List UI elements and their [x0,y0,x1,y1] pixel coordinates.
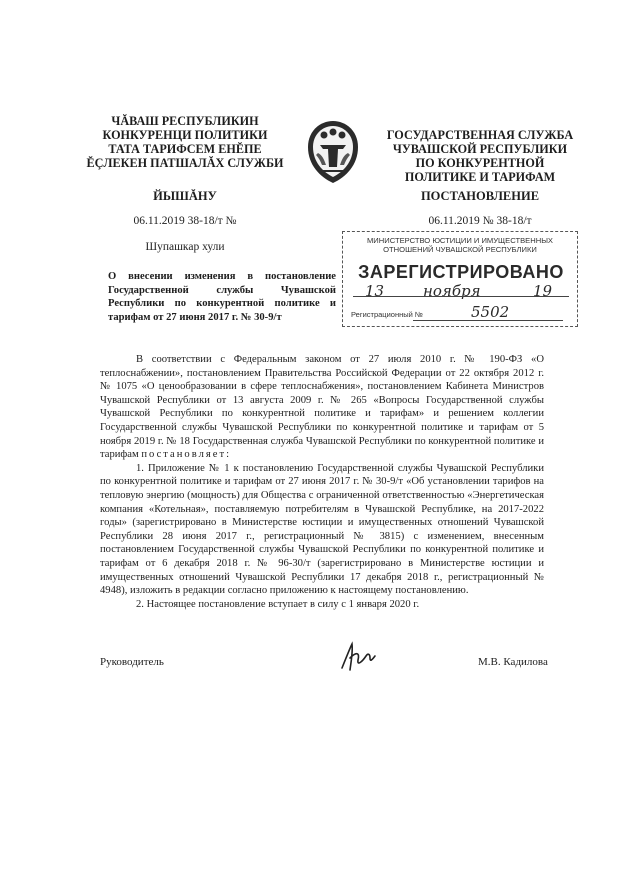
stamp-date-line [353,296,569,297]
stamp-ministry-line: МИНИСТЕРСТВО ЮСТИЦИИ И ИМУЩЕСТВЕННЫХ [366,236,553,245]
header-right-agency-name [370,128,590,184]
handwritten-signature-icon [338,640,378,674]
stamp-ministry [347,236,573,254]
header-right-line: ПОЛИТИКЕ И ТАРИФАМ [404,170,556,184]
header-left-agency-name [80,114,290,170]
document-subject: О внесении изменения в постановление Государственной службы Чувашской Республики по конкурентной политике и тарифам от 27 июня 2017 г. № 30-9/т [108,271,336,323]
header-left-date: 06.11.2019 38-18/т № [133,215,237,227]
header-left-line: ЧĂВАШ РЕСПУБЛИКИН [111,114,259,128]
document-body [100,353,544,611]
chuvash-emblem-icon [304,119,362,185]
stamp-reg-number: 5502 [471,303,510,321]
header-left-line: КОНКУРЕНЦИ ПОЛИТИКИ [102,128,268,142]
header-left-city: Шупашкар хули [145,241,225,253]
signature-name: М.В. Кадилова [478,656,548,668]
header-left-line: ĔÇЛЕКЕН ПАТШАЛĂХ СЛУЖБИ [86,156,284,170]
stamp-reg-line [413,320,563,321]
body-item-1: 1. Приложение № 1 к постановлению Государственной службы Чувашской Республики по конкурентной политике и тарифам от 27 июня 2017 г. № 30-9/т «Об установлении тарифов на тепловую энергию (мощность) для Общества с ограниченной ответственностью «Энергетическая компания «Котельная», поставляемую потребителям в Чувашской Республике, на 2017-2022 годы» (зарегистрировано в Министерстве юстиции и имущественных отношений Чувашской Республики 28 июня 2017 г., регистрационный № 3815) с изменением, внесенным постановлением Государственной службы Чувашской Республики по конкурентной политике и тарифам от 6 декабря 2018 г. № 96-30/т (зарегистрировано в Министерстве юстиции и имущественных отношений Чувашской Республики 17 декабря 2018 г., регистрационный № 4948), изложить в редакции согласно приложению к настоящему постановлению. [100,462,544,597]
preamble-text: В соответствии с Федеральным законом от 27 июля 2010 г. № 190-ФЗ «О теплоснабжении», постановлением Правительства Российской Федерации от 22 октября 2012 г. № 1075 «О ценообразовании в сфере теплоснабжения», постановлением Кабинета Министров Чувашской Республики от 13 августа 2009 г. № 265 «Вопросы Государственной службы Чувашской Республики по конкурентной политике и тарифам» и решением коллегии Государственной службы Чувашской Республики по конкурентной политике и тарифам от 5 ноября 2019 г. № 18 Государственная служба Чувашской Республики по конкурентной политике и тарифам [100,354,544,461]
signature-title: Руководитель [100,656,164,668]
body-item-2: 2. Настоящее постановление вступает в силу с 1 января 2020 г. [136,598,420,610]
stamp-handwritten-day: 13 [365,282,385,300]
header-left-doctype: ЙЫШĂНУ [153,189,217,203]
header-right-line: ПО КОНКУРЕНТНОЙ [415,156,545,170]
header-right-date: 06.11.2019 № 38-18/т [428,215,532,227]
stamp-ministry-line: ОТНОШЕНИЙ ЧУВАШСКОЙ РЕСПУБЛИКИ [383,245,537,254]
stamp-handwritten-year: 19 [533,282,553,300]
stamp-reg-label: Регистрационный № [351,310,423,319]
stamp-title: ЗАРЕГИСТРИРОВАНО [358,262,564,282]
registration-stamp [342,231,578,327]
header-left-line: ТАТА ТАРИФСЕМ ЕНĔПЕ [108,142,262,156]
body-preamble [100,353,544,462]
decree-word: постановляет: [141,449,232,461]
header-right-doctype: ПОСТАНОВЛЕНИЕ [420,189,540,203]
stamp-handwritten-month: ноября [423,282,481,300]
header-right-line: ЧУВАШСКОЙ РЕСПУБЛИКИ [392,142,568,156]
header-right-line: ГОСУДАРСТВЕННАЯ СЛУЖБА [386,128,574,142]
